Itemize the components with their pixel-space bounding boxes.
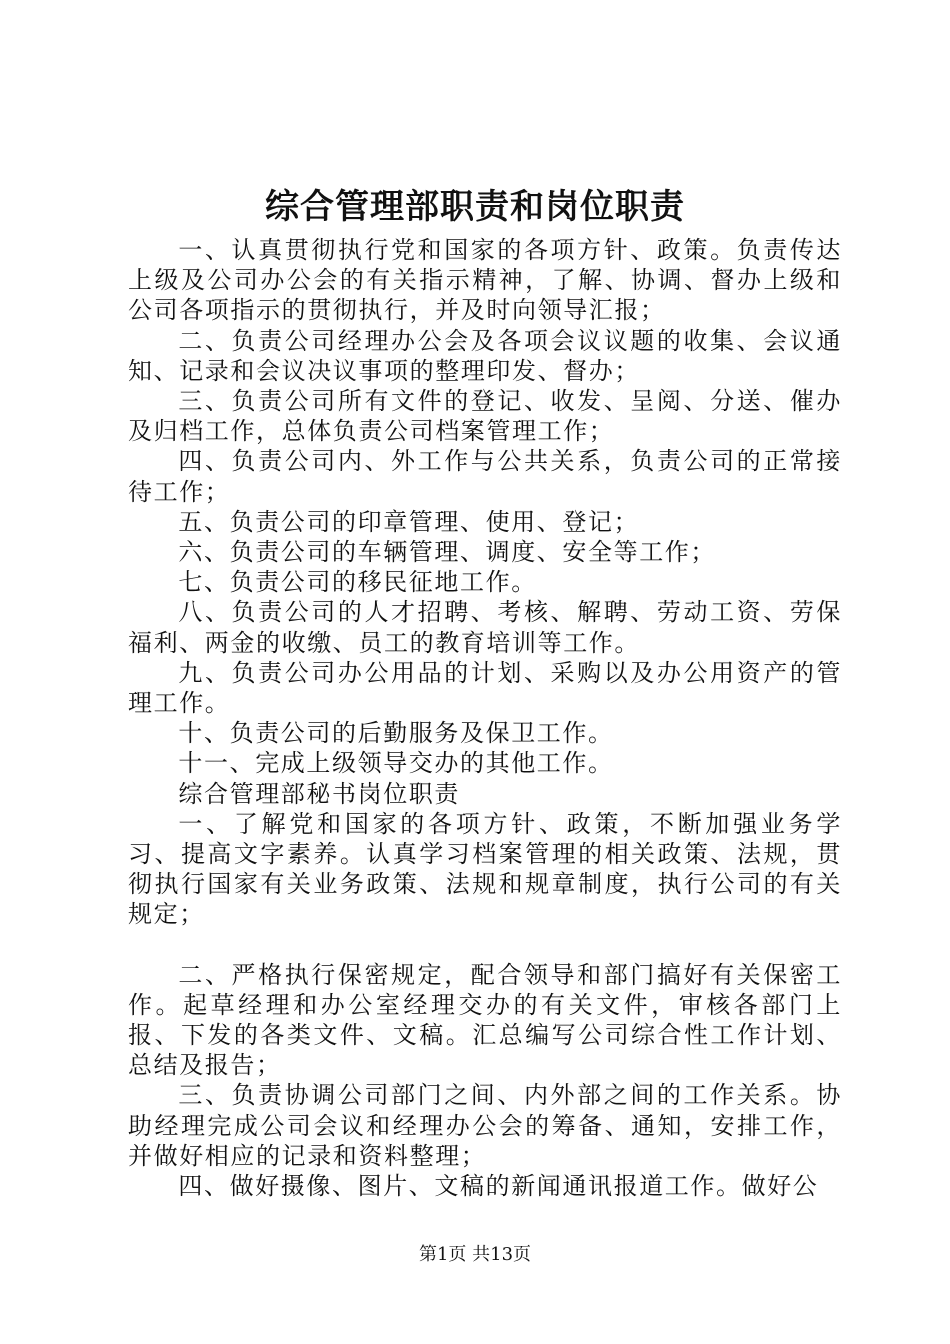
paragraph: 四、做好摄像、图片、文稿的新闻通讯报道工作。做好公 (178, 1172, 819, 1201)
page-number: 第1页 共13页 (418, 1244, 532, 1265)
paragraph: 十、负责公司的后勤服务及保卫工作。 (178, 719, 614, 748)
paragraph: 七、负责公司的移民征地工作。 (178, 568, 537, 597)
paragraph: 二、严格执行保密规定，配合领导和部门搞好有关保密工作。起草经理和办公室经理交办的有关文件，审核各部门上报、下发的各类文件、文稿。汇总编写公司综合性工作计划、总结及报告； (128, 960, 842, 1080)
paragraph: 九、负责公司办公用品的计划、采购以及办公用资产的管理工作。 (128, 658, 842, 718)
paragraph: 一、了解党和国家的各项方针、政策，不断加强业务学习、提高文字素养。认真学习档案管理的相关政策、法规，贯彻执行国家有关业务政策、法规和规章制度，执行公司的有关规定； (128, 809, 842, 929)
document-title: 综合管理部职责和岗位职责 (265, 187, 685, 227)
paragraph: 四、负责公司内、外工作与公共关系，负责公司的正常接待工作； (128, 447, 842, 506)
paragraph: 五、负责公司的印章管理、使用、登记； (178, 507, 640, 536)
document-body (128, 235, 842, 1201)
section-heading: 综合管理部秘书岗位职责 (178, 779, 460, 808)
paragraph: 十一、完成上级领导交办的其他工作。 (178, 749, 614, 778)
paragraph: 六、负责公司的车辆管理、调度、安全等工作； (178, 538, 716, 567)
paragraph: 三、负责公司所有文件的登记、收发、呈阅、分送、催办及归档工作，总体负责公司档案管理工作； (128, 387, 842, 446)
paragraph: 三、负责协调公司部门之间、内外部之间的工作关系。协助经理完成公司会议和经理办公会的筹备、通知，安排工作，并做好相应的记录和资料整理； (128, 1081, 842, 1170)
paragraph: 八、负责公司的人才招聘、考核、解聘、劳动工资、劳保福利、两金的收缴、员工的教育培训等工作。 (128, 598, 842, 657)
paragraph: 一、认真贯彻执行党和国家的各项方针、政策。负责传达上级及公司办公会的有关指示精神，了解、协调、督办上级和公司各项指示的贯彻执行，并及时向领导汇报； (128, 236, 842, 325)
paragraph: 二、负责公司经理办公会及各项会议议题的收集、会议通知、记录和会议决议事项的整理印发、督办； (128, 326, 842, 385)
